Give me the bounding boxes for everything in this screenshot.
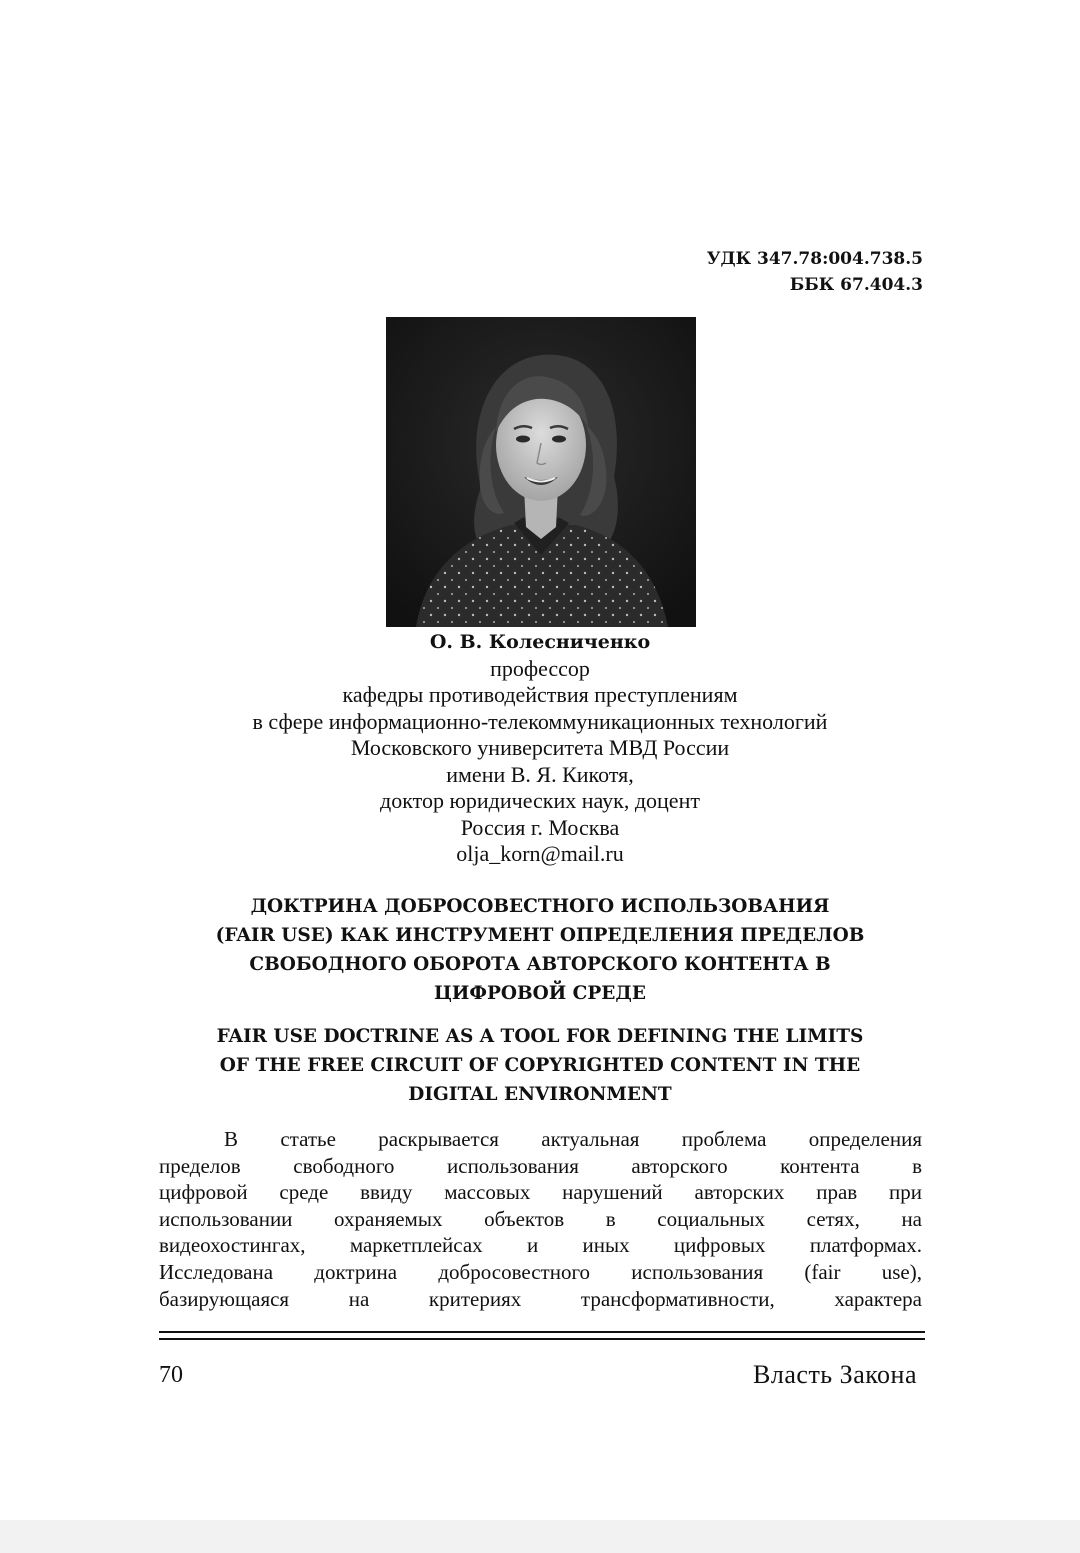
- classification-codes: [707, 246, 923, 298]
- article-title-en: [140, 1022, 940, 1109]
- title-ru-line: ДОКТРИНА ДОБРОСОВЕСТНОГО ИСПОЛЬЗОВАНИЯ: [250, 896, 830, 917]
- bbk-code: ББК 67.404.3: [789, 275, 923, 295]
- title-en-line: OF THE FREE CIRCUIT OF COPYRIGHTED CONTENT IN THE: [219, 1055, 861, 1076]
- abstract-line: видеохостингах, маркетплейсах и иных цифровых платформах.: [159, 1233, 922, 1258]
- author-department: кафедры противодействия преступлениям: [342, 682, 738, 707]
- author-location: Россия г. Москва: [460, 814, 620, 840]
- author-email: olja_korn@mail.ru: [456, 841, 624, 866]
- footer-divider: [159, 1338, 925, 1340]
- author-degree: доктор юридических наук, доцент: [380, 788, 700, 813]
- title-en-line: DIGITAL ENVIRONMENT: [408, 1084, 672, 1105]
- abstract-line: использовании охраняемых объектов в социальных сетях, на: [159, 1206, 922, 1231]
- article-title-ru: [140, 892, 940, 1008]
- page-number: 70: [159, 1362, 183, 1388]
- title-ru-line: (FAIR USE) КАК ИНСТРУМЕНТ ОПРЕДЕЛЕНИЯ ПРЕДЕЛОВ: [215, 925, 865, 946]
- author-department-field: в сфере информационно-телекоммуникационных технологий: [252, 708, 828, 734]
- title-ru-line: ЦИФРОВОЙ СРЕДЕ: [434, 983, 646, 1004]
- udk-code: УДК 347.78:004.738.5: [706, 249, 923, 269]
- abstract-line: цифровой среде ввиду массовых нарушений авторских прав при: [159, 1180, 922, 1205]
- abstract-line: базирующаяся на критериях трансформативности, характера: [159, 1286, 922, 1311]
- viewer-bottom-bar: [0, 1520, 1080, 1553]
- author-university: Московского университета МВД России: [350, 735, 730, 760]
- abstract-line: пределов свободного использования авторского контента в: [159, 1153, 922, 1178]
- journal-name: Власть Закона: [753, 1360, 917, 1389]
- author-photo: [386, 317, 696, 627]
- author-university-name: имени В. Я. Кикотя,: [446, 761, 634, 787]
- footer-divider: [159, 1331, 925, 1333]
- author-position: профессор: [490, 655, 590, 681]
- title-en-line: FAIR USE DOCTRINE AS A TOOL FOR DEFINING THE LIMITS: [216, 1026, 864, 1047]
- author-info: [0, 629, 1080, 868]
- abstract: [159, 1126, 922, 1312]
- title-ru-line: СВОБОДНОГО ОБОРОТА АВТОРСКОГО КОНТЕНТА В: [249, 954, 831, 975]
- abstract-line: Исследована доктрина добросовестного использования (fair use),: [159, 1259, 922, 1284]
- author-name: О. В. Колесниченко: [429, 631, 651, 653]
- abstract-line: В статье раскрывается актуальная проблема определения: [224, 1127, 922, 1151]
